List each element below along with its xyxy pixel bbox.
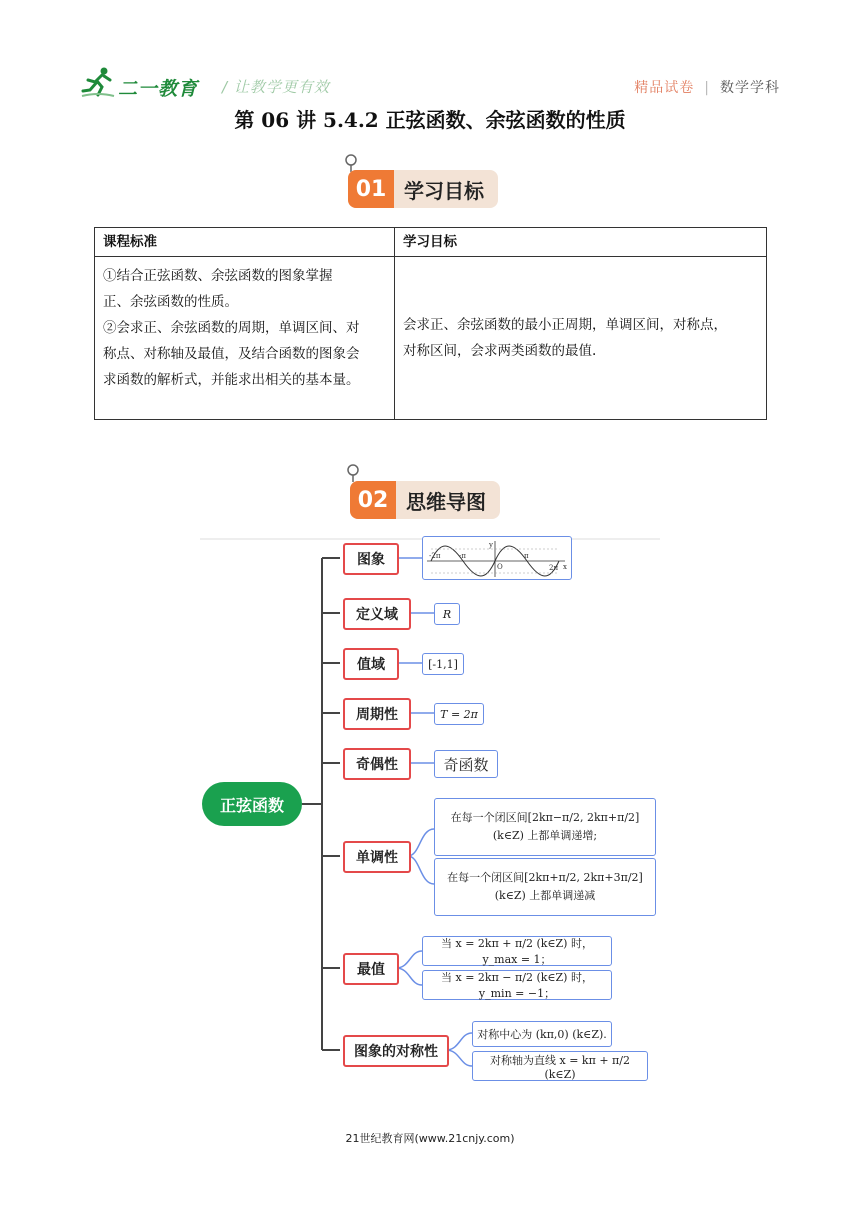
branch-periodicity: 周期性 bbox=[343, 698, 411, 730]
page-title: 第 06 讲 5.4.2 正弦函数、余弦函数的性质 bbox=[234, 108, 626, 132]
leaf-range: [-1,1] bbox=[422, 653, 464, 675]
page-footer: 21世纪教育网(www.21cnjy.com) bbox=[345, 1132, 515, 1145]
objective-line: 会求正、余弦函数的最小正周期，单调区间，对称点， bbox=[403, 317, 727, 333]
leaf-period: T = 2π bbox=[434, 703, 484, 725]
branch-graph: 图象 bbox=[343, 543, 399, 575]
brand-name: 二一教育 bbox=[118, 78, 199, 100]
leaf-decreasing: 在每一个闭区间[2kπ+π/2, 2kπ+3π/2] (k∈Z) 上都单调递减 bbox=[434, 858, 656, 916]
standard-line: ②会求正、余弦函数的周期，单调区间、对 bbox=[103, 320, 360, 336]
standard-line: 正、余弦函数的性质。 bbox=[103, 294, 238, 310]
branch-domain: 定义域 bbox=[343, 598, 411, 630]
header-category: 精品试卷 bbox=[634, 80, 695, 96]
mindmap-root: 正弦函数 bbox=[202, 782, 302, 826]
goals-header-standard: 课程标准 bbox=[95, 228, 395, 257]
sine-curve-icon bbox=[423, 537, 571, 579]
header-subject: 数学学科 bbox=[720, 80, 780, 96]
branch-parity: 奇偶性 bbox=[343, 748, 411, 780]
tick-neg-2pi: -2π bbox=[429, 552, 441, 560]
axis-y-label: y bbox=[489, 541, 493, 549]
branch-extrema: 最值 bbox=[343, 953, 399, 985]
tick-2pi: 2π bbox=[549, 564, 559, 572]
tick-neg-pi: -π bbox=[459, 552, 466, 560]
objective-line: 对称区间，会求两类函数的最值. bbox=[403, 343, 597, 359]
leaf-domain: R bbox=[434, 603, 460, 625]
leaf-increasing: 在每一个闭区间[2kπ−π/2, 2kπ+π/2] (k∈Z) 上都单调递增; bbox=[434, 798, 656, 856]
leaf-symmetry-axis: 对称轴为直线 x = kπ + π/2 (k∈Z) bbox=[472, 1051, 648, 1081]
goals-header-objective: 学习目标 bbox=[395, 228, 767, 257]
branch-range: 值域 bbox=[343, 648, 399, 680]
brand-slogan: / 让教学更有效 bbox=[222, 78, 330, 96]
branch-monotonicity: 单调性 bbox=[343, 841, 411, 873]
leaf-min: 当 x = 2kπ − π/2 (k∈Z) 时，y_min = −1； bbox=[422, 970, 612, 1000]
leaf-max: 当 x = 2kπ + π/2 (k∈Z) 时，y_max = 1； bbox=[422, 936, 612, 966]
leaf-parity: 奇函数 bbox=[434, 750, 498, 778]
leaf-sine-graph bbox=[422, 536, 572, 580]
section-01-number: 01 bbox=[348, 170, 394, 208]
section-02-number: 02 bbox=[350, 481, 396, 519]
branch-symmetry: 图象的对称性 bbox=[343, 1035, 449, 1067]
axis-x-label: x bbox=[563, 563, 567, 571]
standard-line: 称点、对称轴及最值，及结合函数的图象会 bbox=[103, 346, 360, 362]
standard-line: 求函数的解析式，并能求出相关的基本量。 bbox=[103, 372, 360, 388]
section-02-label: 思维导图 bbox=[406, 489, 486, 514]
leaf-symmetry-center: 对称中心为 (kπ,0) (k∈Z). bbox=[472, 1021, 612, 1047]
section-01-label: 学习目标 bbox=[404, 178, 484, 203]
tick-origin: O bbox=[497, 563, 503, 571]
tick-pi: π bbox=[524, 552, 529, 560]
header-separator: | bbox=[704, 80, 710, 96]
standard-line: ①结合正弦函数、余弦函数的图象掌握 bbox=[103, 268, 333, 284]
